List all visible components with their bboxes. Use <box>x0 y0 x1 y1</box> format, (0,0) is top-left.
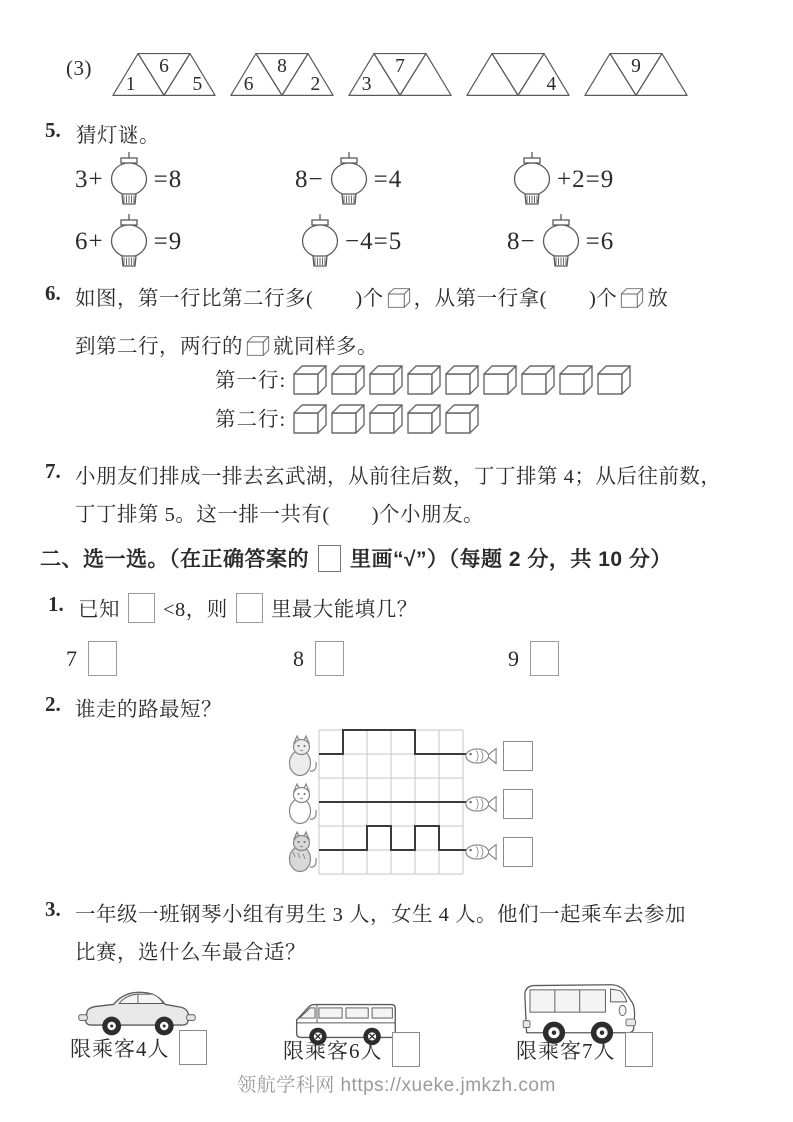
cube-icon <box>292 363 328 397</box>
row2-cubes <box>292 402 482 436</box>
section2-header-post: 里画“√”）（每题 2 分，共 10 分） <box>350 548 672 571</box>
watermark-footer: 领航学科网 https://xueke.jmkzh.com <box>237 1075 556 1096</box>
vehicle-checkbox[interactable] <box>179 1030 207 1065</box>
item6-text4: 到第二行，两行的 <box>75 336 243 358</box>
vehicle-checkbox[interactable] <box>625 1032 653 1067</box>
item6-number: 6. <box>45 281 61 305</box>
svg-text:5: 5 <box>192 73 203 95</box>
cube-icon-wrap <box>482 363 518 397</box>
svg-text:2: 2 <box>310 73 321 95</box>
item6-line2 <box>75 329 378 359</box>
lantern-icon <box>509 151 555 207</box>
lantern-icon <box>106 213 152 269</box>
vehicle-capacity-label <box>283 1032 420 1067</box>
cube-icon-wrap <box>330 363 366 397</box>
item6-line1 <box>75 281 668 311</box>
cube-icon-wrap <box>368 363 404 397</box>
svg-text:9: 9 <box>631 56 641 78</box>
cube-icon <box>558 363 594 397</box>
lantern-equation <box>75 210 295 272</box>
svg-text:4: 4 <box>546 73 557 95</box>
cubes-row-2 <box>215 402 482 436</box>
lantern-equations <box>75 148 614 272</box>
cube-icon-wrap <box>406 363 442 397</box>
item5-number: 5. <box>45 118 61 142</box>
s2q1-mid: <8，则 <box>163 599 228 621</box>
cube-icon <box>596 363 632 397</box>
lantern-icon <box>538 213 584 269</box>
lantern-equation <box>507 148 614 210</box>
choice-option <box>293 641 344 676</box>
option-checkbox[interactable] <box>530 641 559 676</box>
cube-icon <box>482 363 518 397</box>
s2q2-number: 2. <box>45 692 61 716</box>
cube-icon-wrap <box>596 363 632 397</box>
cat-icon <box>286 734 318 778</box>
cube-icon <box>387 287 411 309</box>
triangle-trio-shape <box>466 50 570 98</box>
item6-text5: 就同样多。 <box>273 336 378 358</box>
cube-icon <box>246 335 270 357</box>
svg-text:6: 6 <box>243 73 254 95</box>
item3-label: (3) <box>66 56 92 80</box>
capacity-text: 限乘客7人 <box>516 1038 616 1063</box>
fish-icon <box>464 793 498 815</box>
lantern-equation <box>507 210 614 272</box>
cube-icon-wrap <box>368 402 404 436</box>
answer-checkbox[interactable] <box>503 789 533 819</box>
cube-icon-wrap <box>520 363 556 397</box>
s2q1-post: 里最大能填几？ <box>270 599 418 621</box>
equation-text: =9 <box>153 227 183 255</box>
cube-icon-wrap <box>292 363 328 397</box>
s2q3-line1: 一年级一班钢琴小组有男生 3 人，女生 4 人。他们一起乘车去参加 <box>75 904 686 926</box>
cube-icon <box>292 402 328 436</box>
cube-icon-wrap <box>558 363 594 397</box>
cube-icon <box>444 402 480 436</box>
choice-option <box>508 641 559 676</box>
cube-icon <box>330 363 366 397</box>
lantern-equation <box>295 148 507 210</box>
s2q3-number: 3. <box>45 897 61 921</box>
section2-header <box>40 543 672 573</box>
s2q3-line2: 比赛，选什么车最合适？ <box>75 942 306 964</box>
cube-icon-wrap <box>444 402 480 436</box>
item6-text2: ，从第一行拿( )个 <box>413 288 618 310</box>
equation-text: 8− <box>507 227 536 255</box>
svg-text:8: 8 <box>277 56 287 78</box>
svg-text:7: 7 <box>395 56 405 78</box>
lantern-icon <box>326 151 372 207</box>
cube-icon <box>368 402 404 436</box>
equation-text: 6+ <box>75 227 104 255</box>
lantern-icon <box>297 213 343 269</box>
option-number: 7 <box>66 645 77 671</box>
triangle-trio-shape <box>348 50 452 98</box>
item6-text1: 如图，第一行比第二行多( )个 <box>75 288 384 310</box>
equation-text: =8 <box>153 165 183 193</box>
blank-box <box>128 593 155 623</box>
equation-text: 8− <box>295 165 324 193</box>
row1-cubes <box>292 363 634 397</box>
cube-icon-wrap <box>444 363 480 397</box>
item7-number: 7. <box>45 459 61 483</box>
answer-box-icon <box>318 545 341 572</box>
option-checkbox[interactable] <box>88 641 117 676</box>
cube-icon <box>406 363 442 397</box>
capacity-text: 限乘客4人 <box>70 1036 170 1061</box>
option-checkbox[interactable] <box>315 641 344 676</box>
cube-icon <box>406 402 442 436</box>
equation-text: −4=5 <box>345 227 403 255</box>
cubes-row-1 <box>215 363 634 397</box>
triangle-trio-shape <box>112 50 216 98</box>
triangle-trio-shape <box>230 50 334 98</box>
s2q2-question: 谁走的路最短？ <box>75 699 222 721</box>
lantern-icon <box>106 151 152 207</box>
lantern-equation <box>295 210 507 272</box>
row2-label: 第二行: <box>215 409 287 431</box>
cube-icon <box>368 363 404 397</box>
cat-icon <box>286 830 318 874</box>
s2q1-pre: 已知 <box>78 599 120 621</box>
equation-text: +2=9 <box>557 165 615 193</box>
cat-icon <box>286 782 318 826</box>
vehicle-capacity-label <box>516 1032 653 1067</box>
option-number: 8 <box>293 645 304 671</box>
cube-icon <box>387 287 411 309</box>
s2q1-line <box>78 592 418 623</box>
equation-text: =6 <box>585 227 615 255</box>
capacity-text: 限乘客6人 <box>283 1038 383 1063</box>
cube-icon-wrap <box>330 402 366 436</box>
lantern-equation <box>75 148 295 210</box>
option-number: 9 <box>508 645 519 671</box>
item5-title: 猜灯谜。 <box>76 125 160 147</box>
cube-icon <box>620 287 644 309</box>
svg-text:3: 3 <box>361 73 372 95</box>
equation-text: 3+ <box>75 165 104 193</box>
vehicle-checkbox[interactable] <box>392 1032 420 1067</box>
row1-label: 第一行: <box>215 370 287 392</box>
item7-line1: 小朋友们排成一排去玄武湖，从前往后数，丁丁排第 4；从后往前数， <box>75 466 722 488</box>
item6-text3: 放 <box>647 288 669 310</box>
choice-option <box>66 641 117 676</box>
cube-icon <box>246 335 270 357</box>
cube-icon-wrap <box>292 402 328 436</box>
section2-header-pre: 二、选一选。（在正确答案的 <box>40 548 309 571</box>
svg-text:1: 1 <box>125 73 136 95</box>
blank-box <box>236 593 263 623</box>
item7-line2: 丁丁排第 5。这一排一共有( )个小朋友。 <box>75 504 485 526</box>
answer-checkbox[interactable] <box>503 741 533 771</box>
fish-icon <box>464 745 498 767</box>
triangle-shapes-row <box>112 50 688 98</box>
answer-checkbox[interactable] <box>503 837 533 867</box>
fish-icon <box>464 841 498 863</box>
s2q1-number: 1. <box>48 592 64 616</box>
cube-icon <box>520 363 556 397</box>
triangle-trio-shape <box>584 50 688 98</box>
cube-icon-wrap <box>406 402 442 436</box>
cube-icon <box>620 287 644 309</box>
equation-text: =4 <box>373 165 403 193</box>
cube-icon <box>330 402 366 436</box>
vehicle-capacity-label <box>70 1030 207 1065</box>
cube-icon <box>444 363 480 397</box>
svg-text:6: 6 <box>159 56 169 78</box>
